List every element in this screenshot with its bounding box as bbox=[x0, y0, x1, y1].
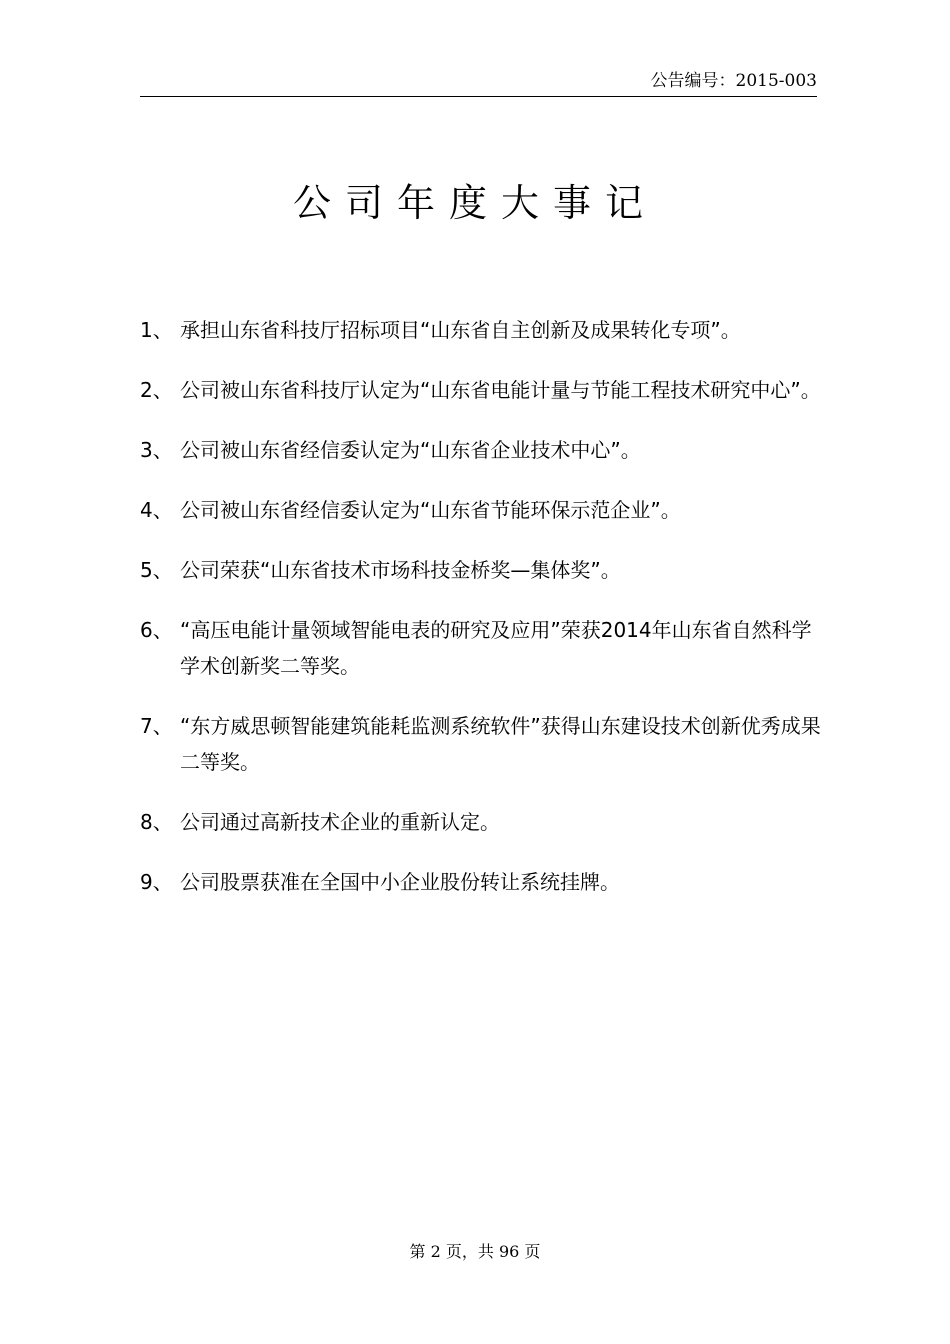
event-text: 公司被山东省科技厅认定为“山东省电能计量与节能工程技术研究中心”。 bbox=[180, 378, 821, 402]
list-item bbox=[140, 708, 830, 780]
announcement-code: 公告编号：2015-003 bbox=[650, 71, 817, 91]
list-item bbox=[140, 372, 830, 408]
list-item bbox=[140, 864, 830, 900]
event-number: 9、 bbox=[140, 870, 173, 894]
event-text: 公司被山东省经信委认定为“山东省节能环保示范企业”。 bbox=[180, 498, 681, 522]
event-text: 公司股票获准在全国中小企业股份转让系统挂牌。 bbox=[180, 870, 620, 894]
page-footer: 第 2 页，共 96 页 bbox=[409, 1242, 541, 1261]
list-item bbox=[140, 612, 830, 684]
page-header bbox=[140, 68, 817, 97]
event-number: 4、 bbox=[140, 498, 173, 522]
event-number: 7、 bbox=[140, 714, 173, 738]
list-item bbox=[140, 804, 830, 840]
event-text: 公司通过高新技术企业的重新认定。 bbox=[180, 810, 500, 834]
event-number: 6、 bbox=[140, 618, 173, 642]
event-text: 承担山东省科技厅招标项目“山东省自主创新及成果转化专项”。 bbox=[180, 318, 741, 342]
events-list bbox=[140, 312, 830, 924]
list-item bbox=[140, 432, 830, 468]
event-text: “东方威思顿智能建筑能耗监测系统软件”获得山东建设技术创新优秀成果二等奖。 bbox=[180, 714, 821, 774]
list-item bbox=[140, 312, 830, 348]
list-item bbox=[140, 552, 830, 588]
event-text: “高压电能计量领域智能电表的研究及应用”荣获2014年山东省自然科学学术创新奖二等奖。 bbox=[180, 618, 812, 678]
page-title: 公司年度大事记 bbox=[292, 181, 657, 225]
event-number: 5、 bbox=[140, 558, 173, 582]
event-number: 8、 bbox=[140, 810, 173, 834]
list-item bbox=[140, 492, 830, 528]
event-text: 公司荣获“山东省技术市场科技金桥奖—集体奖”。 bbox=[180, 558, 621, 582]
event-number: 3、 bbox=[140, 438, 173, 462]
event-number: 1、 bbox=[140, 318, 173, 342]
event-number: 2、 bbox=[140, 378, 173, 402]
event-text: 公司被山东省经信委认定为“山东省企业技术中心”。 bbox=[180, 438, 641, 462]
